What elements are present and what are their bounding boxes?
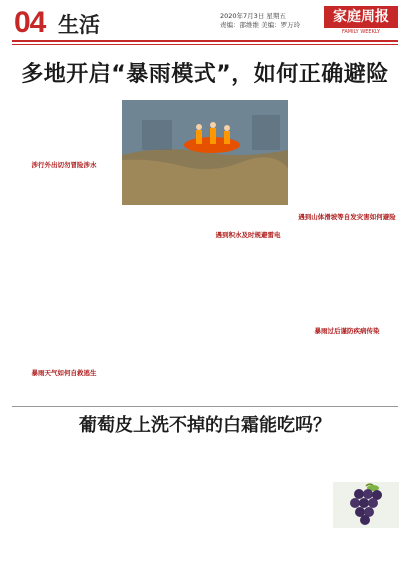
flood-rescue-image (122, 100, 288, 205)
editor-line: 责编：邵维维 美编：罗万玲 (220, 21, 301, 29)
header-rule-thin (12, 44, 398, 45)
section-number: 04 (14, 6, 46, 39)
article-column-4 (296, 98, 398, 398)
grape-image (333, 482, 399, 528)
article2-column-3 (164, 444, 244, 572)
brand-subtitle: FAMILY WEEKLY (341, 29, 381, 35)
article2-column-2 (80, 444, 160, 572)
brand-logo: 家庭周报 (324, 6, 398, 28)
article2-column-4 (248, 444, 328, 572)
article-column-3 (206, 242, 290, 400)
subhead-3: 遇到山体滑坡等自发灾害如何避险 (298, 213, 396, 221)
subhead-1: 涉行外出切勿冒险涉水 (31, 161, 97, 169)
grape-photo (333, 482, 399, 528)
section-name: 生活 (58, 13, 100, 37)
subhead-2: 暴雨天气如何自救逃生 (31, 369, 97, 377)
article-headline: 多地开启“暴雨模式”，如何正确避险 (21, 62, 389, 87)
article-column-2 (120, 232, 204, 400)
article-divider (12, 406, 398, 407)
flood-photo (122, 100, 288, 205)
header-rule (12, 40, 398, 42)
article-column-1 (12, 98, 116, 398)
subhead-4: 暴雨过后谨防疾病传染 (314, 327, 380, 335)
article2-headline: 葡萄皮上洗不掉的白霜能吃吗？ (79, 415, 331, 436)
masthead-info (220, 12, 320, 30)
date-line: 2020年7月3日 星期五 (220, 12, 286, 20)
article2-column-1 (12, 444, 76, 572)
subhead-5: 遇到积水及时规避雷电 (215, 231, 281, 239)
